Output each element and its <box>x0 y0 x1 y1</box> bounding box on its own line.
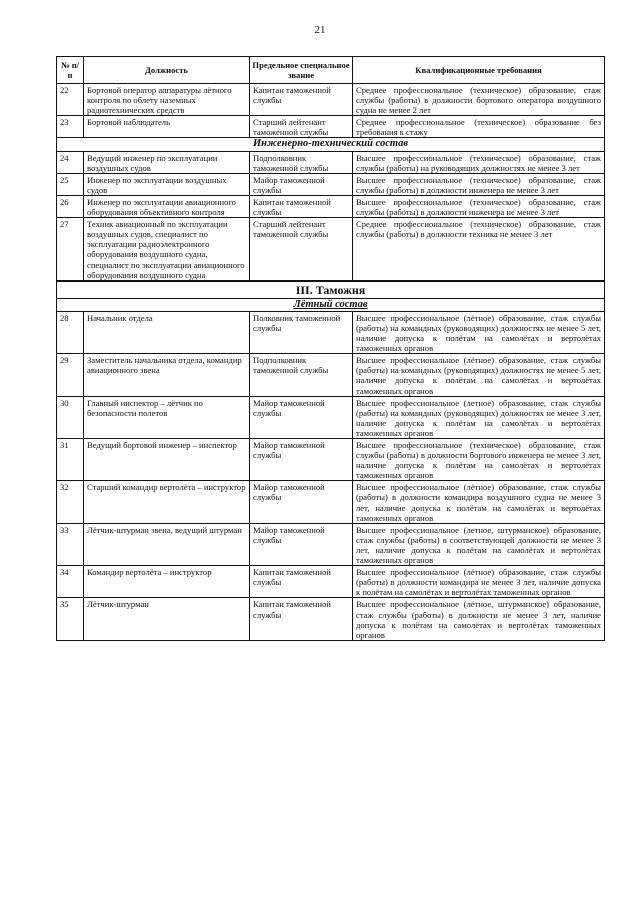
row-requirements: Высшее профессиональное (техническое) образование, стаж службы (работы) в должности инженера не менее 3 лет <box>353 195 605 217</box>
row-requirements: Высшее профессиональное (лётное) образование, стаж службы (работы) на командных (руководящих) должностях не менее 5 лет, наличие допуска к полётам на самолётах и вертолётах таможенных органов <box>353 354 605 396</box>
row-requirements: Среднее профессиональное (техническое) образование, стаж службы (работы) в должности техника не менее 3 лет <box>353 218 605 281</box>
row-rank: Подполковник таможенной службы <box>250 354 353 396</box>
row-requirements: Высшее профессиональное (летное, штурманское) образование, стаж службы (работы) в соответствующей должности не менее 3 лет, наличие допуска к полётам на самолётах и вертолётах таможенных органов <box>353 523 605 565</box>
row-number: 30 <box>57 396 84 438</box>
section-title-engineering: Инженерно-технический состав <box>57 138 605 151</box>
row-position: Инженер по эксплуатации авиационного оборудования объективного контроля <box>84 195 250 217</box>
table-body-block-2 <box>57 151 605 281</box>
row-requirements: Высшее профессиональное (техническое) образование, стаж службы (работы) на руководящих должностях не менее 3 лет <box>353 151 605 173</box>
table-body-block-3 <box>57 311 605 640</box>
row-number: 28 <box>57 311 84 353</box>
row-number: 32 <box>57 481 84 523</box>
table-row <box>57 311 605 353</box>
row-rank: Майор таможенной службы <box>250 396 353 438</box>
table-row <box>57 151 605 173</box>
section-title-customs: III. Таможня <box>57 281 605 299</box>
row-rank: Майор таможенной службы <box>250 523 353 565</box>
table-row <box>57 195 605 217</box>
row-rank: Капитан таможенной службы <box>250 598 353 640</box>
table-row <box>57 218 605 281</box>
table-row <box>57 396 605 438</box>
table-row <box>57 116 605 138</box>
section-customs <box>57 281 605 312</box>
row-number: 31 <box>57 439 84 481</box>
row-position: Старший командир вертолёта – инструктор <box>84 481 250 523</box>
row-number: 35 <box>57 598 84 640</box>
table-row <box>57 173 605 195</box>
row-rank: Капитан таможенной службы <box>250 195 353 217</box>
row-requirements: Высшее профессиональное (лётное) образование, стаж службы (работы) в должности командира воздушного судна не менее 3 лет, наличие допуска к полётам на самолётах и вертолётах таможенных органов <box>353 481 605 523</box>
row-position: Заместитель начальника отдела, командир авиационного звена <box>84 354 250 396</box>
row-requirements: Высшее профессиональное (техническое) образование, стаж службы (работы) в должности бортового инженера не менее 3 лет, наличие допуска к полётам на самолётах и вертолётах таможенных органов <box>353 439 605 481</box>
row-rank: Капитан таможенной службы <box>250 566 353 598</box>
row-requirements: Высшее профессиональное (техническое) образование, стаж службы (работы) в должности инженера не менее 3 лет <box>353 173 605 195</box>
row-rank: Майор таможенной службы <box>250 439 353 481</box>
row-number: 24 <box>57 151 84 173</box>
table-row <box>57 523 605 565</box>
header-rank: Предельное специальное звание <box>250 57 353 84</box>
row-position: Бортовой наблюдатель <box>84 116 250 138</box>
section-title-flight: Лётный состав <box>293 298 368 310</box>
row-position: Бортовой оператор аппаратуры лётного контроля по облету наземных радиотехнических средств <box>84 84 250 116</box>
row-position: Начальник отдела <box>84 311 250 353</box>
row-number: 34 <box>57 566 84 598</box>
row-rank: Старший лейтенант таможенной службы <box>250 218 353 281</box>
row-position: Инженер по эксплуатации воздушных судов <box>84 173 250 195</box>
row-number: 27 <box>57 218 84 281</box>
page-number: 21 <box>314 24 326 36</box>
row-rank: Майор таможенной службы <box>250 481 353 523</box>
row-requirements: Высшее профессиональное (лётное, штурманское) образование, стаж службы (работы) в должности не менее 3 лет, наличие допуска к полётам на самолётах и вертолётах таможенных органов <box>353 598 605 640</box>
header-requirements: Квалификационные требования <box>353 57 605 84</box>
row-rank: Полковник таможенной службы <box>250 311 353 353</box>
table-row <box>57 598 605 640</box>
row-number: 29 <box>57 354 84 396</box>
table-row <box>57 439 605 481</box>
header-position: Должность <box>84 57 250 84</box>
row-number: 33 <box>57 523 84 565</box>
table-row <box>57 84 605 116</box>
row-position: Техник авиационный по эксплуатации воздушных судов, специалист по эксплуатации радиоэлектронного оборудования воздушного судна, специалист по эксплуатации авиационного оборудования воздушного судна <box>84 218 250 281</box>
row-position: Ведущий бортовой инженер – инспектор <box>84 439 250 481</box>
row-requirements: Среднее профессиональное (техническое) образование без требования к стажу <box>353 116 605 138</box>
row-position: Главный инспектор – лётчик по безопасности полетов <box>84 396 250 438</box>
table-row <box>57 354 605 396</box>
row-rank: Старший лейтенант таможенной службы <box>250 116 353 138</box>
row-requirements: Высшее профессиональное (летное) образование, стаж службы (работы) на командных (руководящих) должностях не менее 3 лет, наличие допуска к полётам на самолётах и вертолётах таможенных органов <box>353 396 605 438</box>
section-engineering <box>57 138 605 151</box>
table-row <box>57 481 605 523</box>
row-rank: Подполковник таможенной службы <box>250 151 353 173</box>
row-requirements: Высшее профессиональное (лётное) образование, стаж службы (работы) на командных (руководящих) должностях не менее 5 лет, наличие допуска к полётам на самолётах и вертолётах таможенных органов <box>353 311 605 353</box>
table-body-block-1 <box>57 84 605 138</box>
row-requirements: Среднее профессиональное (техническое) образование, стаж службы (работы) в должности бортового оператора воздушного судна не менее 2 лет <box>353 84 605 116</box>
row-position: Ведущий инженер по эксплуатации воздушных судов <box>84 151 250 173</box>
row-rank: Майор таможенной службы <box>250 173 353 195</box>
qualification-table <box>56 56 605 641</box>
header-number: № п/п <box>57 57 84 84</box>
row-position: Командир вертолёта – инструктор <box>84 566 250 598</box>
row-position: Лётчик-штурман <box>84 598 250 640</box>
row-position: Лётчик-штурман звена, ведущий штурман <box>84 523 250 565</box>
table-row <box>57 566 605 598</box>
row-number: 23 <box>57 116 84 138</box>
section-subtitle-flight <box>57 298 605 311</box>
row-number: 25 <box>57 173 84 195</box>
row-number: 26 <box>57 195 84 217</box>
row-number: 22 <box>57 84 84 116</box>
row-requirements: Высшее профессиональное (лётное) образование, стаж службы (работы) в должности командира не менее 3 лет, наличие допуска к полётам на самолётах и вертолётах таможенных органов <box>353 566 605 598</box>
row-rank: Капитан таможенной службы <box>250 84 353 116</box>
table-header <box>57 57 605 84</box>
